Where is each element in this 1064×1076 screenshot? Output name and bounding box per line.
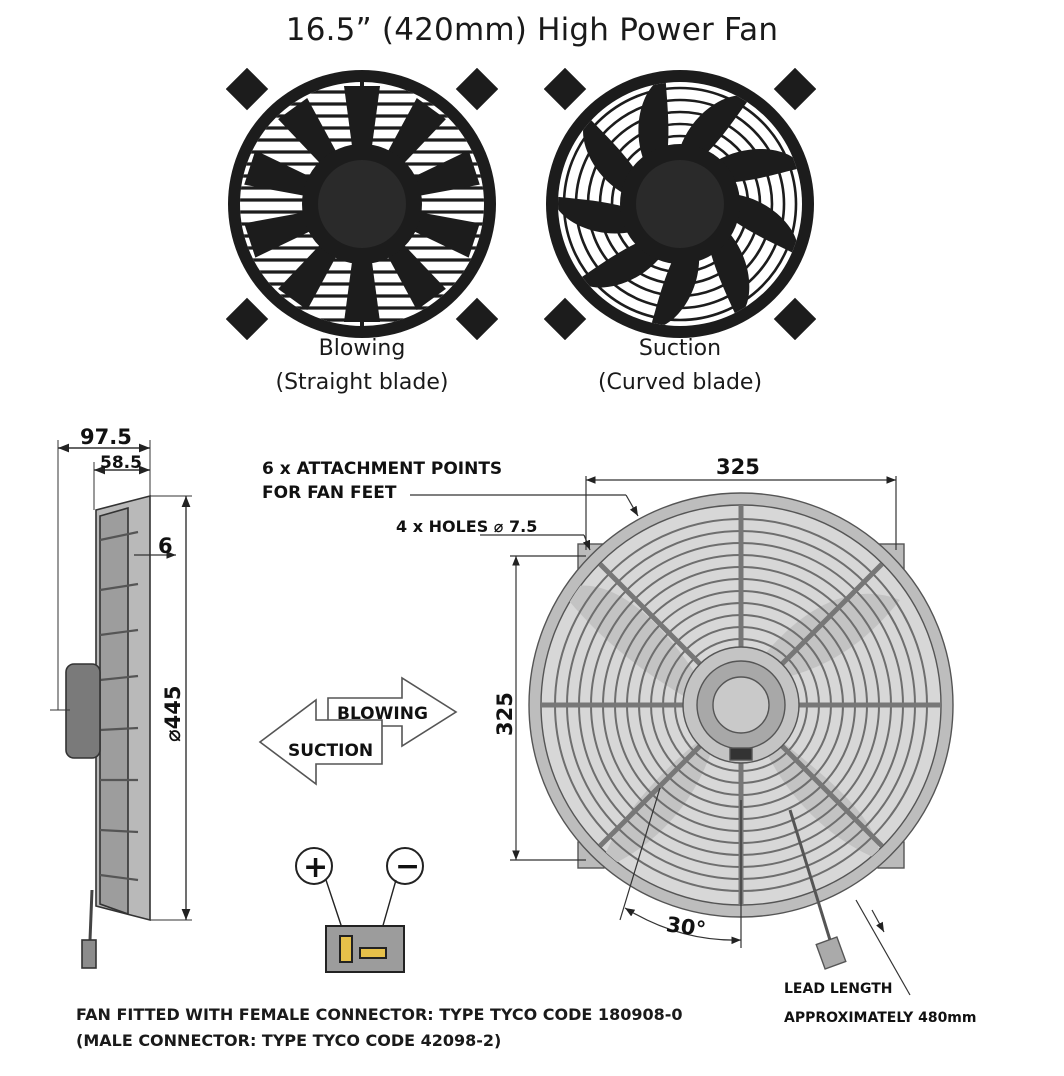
minus-symbol: − <box>395 849 421 884</box>
dim-width-325: 325 <box>716 455 760 479</box>
dim-diameter: ⌀445 <box>161 685 185 742</box>
suction-caption <box>548 332 812 400</box>
blowing-arrow-label: BLOWING <box>337 704 428 724</box>
blowing-caption-subtitle: (Straight blade) <box>275 370 449 395</box>
attachment-note-line1: 6 x ATTACHMENT POINTS <box>262 459 503 479</box>
dim-depth-motor: 58.5 <box>100 453 142 473</box>
attachment-note-line2: FOR FAN FEET <box>262 483 397 503</box>
lead-length-line1: LEAD LENGTH <box>784 981 893 997</box>
holes-note: 4 x HOLES ⌀ 7.5 <box>396 517 538 536</box>
page-title: 16.5” (420mm) High Power Fan <box>285 12 779 48</box>
blowing-caption <box>230 332 494 400</box>
connector-note-line1: FAN FITTED WITH FEMALE CONNECTOR: TYPE TYCO CODE 180908-0 <box>76 1005 683 1024</box>
technical-drawing <box>0 420 1064 1072</box>
suction-caption-subtitle: (Curved blade) <box>597 370 763 395</box>
suction-arrow-label: SUCTION <box>288 741 374 761</box>
dim-frame-thickness: 6 <box>158 534 173 558</box>
dim-angle-30: 30° <box>664 912 708 942</box>
dim-depth-total: 97.5 <box>80 425 132 449</box>
blowing-fan-image <box>226 68 498 340</box>
plus-symbol: + <box>303 850 329 885</box>
lead-length-line2: APPROXIMATELY 480mm <box>784 1010 977 1026</box>
suction-caption-title: Suction <box>638 336 722 361</box>
blowing-caption-title: Blowing <box>318 336 406 361</box>
airflow-arrows <box>260 678 456 784</box>
connector-note-line2: (MALE CONNECTOR: TYPE TYCO CODE 42098-2) <box>76 1031 502 1050</box>
connector-note <box>76 1002 776 1054</box>
dim-height-325: 325 <box>493 692 517 736</box>
suction-fan-image <box>544 68 816 340</box>
